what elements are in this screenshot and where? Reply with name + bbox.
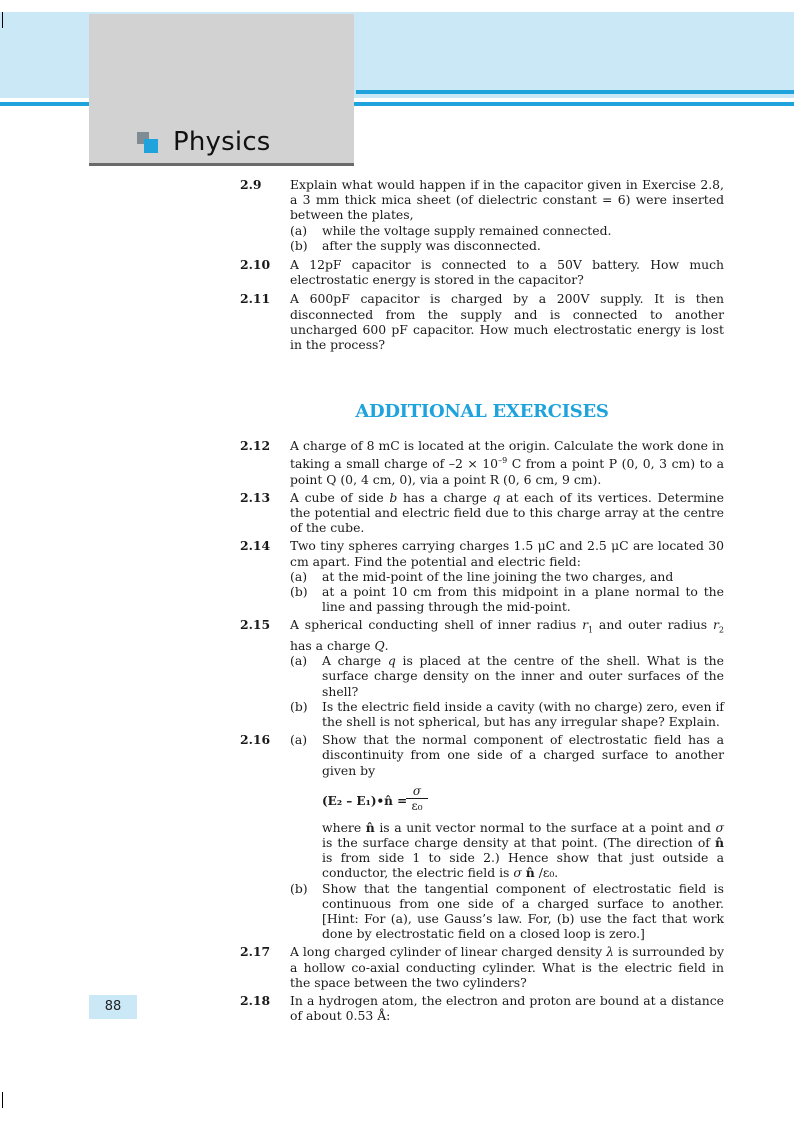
question-2-13: [240, 490, 724, 536]
subpart-label: (a): [290, 653, 308, 669]
subpart-a: [290, 569, 724, 584]
question-number: 2.12: [240, 438, 271, 453]
formula-explanation: where n̂ is a unit vector normal to the surface at a point and σ is the surface charge density at that point. (The direction of n̂ is from side 1 to side 2.) Hence show that just outside a conductor, the electric field is σ n̂ /ε₀.: [322, 819, 724, 881]
question-text: Explain what would happen if in the capacitor given in Exercise 2.8, a 3 mm thick mica sheet (of dielectric constant = 6) were inserted between the plates,: [290, 177, 724, 223]
question-number: 2.10: [240, 257, 271, 273]
formula-numerator: σ: [412, 783, 422, 798]
question-number: 2.14: [240, 538, 271, 554]
title-box-underline: [89, 163, 354, 166]
crop-mark-bottom: [2, 1092, 3, 1108]
question-2-12: [240, 438, 724, 487]
header-rule-upper: [356, 90, 794, 94]
question-number: 2.9: [240, 177, 262, 192]
subpart-label: (b): [290, 583, 308, 599]
subpart-text: at the mid-point of the line joining the two charges, and: [322, 568, 674, 584]
question-number: 2.18: [240, 993, 271, 1009]
formula-field-discontinuity: [322, 784, 724, 818]
section-heading: ADDITIONAL EXERCISES: [355, 401, 609, 422]
subpart-label: (b): [290, 880, 308, 896]
subpart-text: while the voltage supply remained connected.: [322, 222, 612, 238]
question-text: Two tiny spheres carrying charges 1.5 μC and 2.5 μC are located 30 cm apart. Find the potential and electric field:: [290, 538, 724, 569]
question-number: 2.17: [240, 944, 271, 960]
question-number: 2.15: [240, 617, 271, 633]
subpart-a: (a) Show that the normal component of electrostatic field has a discontinuity from one side of a charged surface to another given by (E₂ – E₁)•n̂ = σ ε₀ where n̂ is a unit vector normal to the surface at a point and σ is the surface charge density at that point. (The direction of n̂ is from side 1 to side 2.) Hence show that just outside a conductor, the electric field is σ n̂ /ε₀.: [290, 732, 724, 881]
formula-lhs: (E₂ – E₁)•n̂ =: [322, 793, 408, 808]
question-2-17: [240, 944, 724, 990]
chapter-title: Physics: [173, 127, 271, 157]
subpart-text: at a point 10 cm from this midpoint in a plane normal to the line and passing through the mid-point.: [322, 583, 724, 615]
subpart-text: after the supply was disconnected.: [322, 237, 541, 253]
subpart-label: (a): [290, 732, 308, 748]
subpart-label: (b): [290, 698, 308, 714]
subpart-b: (b) Is the electric field inside a cavity (with no charge) zero, even if the shell is not spherical, but has any irregular shape? Explain.: [290, 698, 724, 730]
formula-fraction: [406, 784, 428, 813]
question-2-15: [240, 617, 724, 729]
subpart-label: (b): [290, 237, 308, 253]
subpart-b: [290, 238, 724, 253]
question-text: A long charged cylinder of linear charged density λ is surrounded by a hollow co-axial conducting cylinder. What is the electric field in the space between the two cylinders?: [290, 944, 724, 990]
subpart-b: (b) Show that the tangential component of electrostatic field is continuous from one side of a charged surface to another. [Hint: For (a), use Gauss’s law. For, (b) use the fact that work done by electrostatic field on a closed loop is zero.]: [290, 880, 724, 942]
question-2-11: [240, 291, 724, 352]
question-number: 2.11: [240, 291, 271, 307]
question-2-16: [240, 732, 724, 941]
subpart-a: (a) A charge q is placed at the centre of the shell. What is the surface charge density on the inner and outer surfaces of the shell?: [290, 653, 724, 699]
subpart-a: [290, 223, 724, 238]
question-2-14: [240, 538, 724, 614]
question-text: A cube of side b has a charge q at each of its vertices. Determine the potential and electric field due to this charge array at the centre of the cube.: [290, 489, 724, 536]
question-text: A 600pF capacitor is charged by a 200V supply. It is then disconnected from the supply and is connected to another uncharged 600 pF capacitor. How much electrostatic energy is lost in the process?: [290, 291, 724, 353]
question-number: 2.16: [240, 732, 271, 748]
crop-mark-top: [2, 12, 3, 28]
question-text: A charge of 8 mC is located at the origin. Calculate the work done in taking a small charge of $-2 \times 10^{-9}$ C from a point P (0, 0, 3 cm) to a point Q (0, 4 cm, 0), via a point R (0, 6 cm, 9 cm).: [290, 438, 724, 487]
exercise-list-additional: [240, 438, 724, 1024]
subpart-label: (a): [290, 222, 308, 238]
question-number: 2.13: [240, 489, 271, 505]
subpart-label: (a): [290, 568, 308, 584]
question-2-9: [240, 177, 724, 253]
question-2-10: [240, 257, 724, 287]
question-2-18: [240, 993, 724, 1023]
subpart-b: [290, 584, 724, 614]
question-text: A 12pF capacitor is connected to a 50V battery. How much electrostatic energy is stored in the capacitor?: [290, 257, 724, 288]
exercise-list-top: [240, 177, 724, 352]
page-number: 88: [89, 995, 137, 1019]
square-bullet-icon-front: [144, 139, 158, 153]
question-text: In a hydrogen atom, the electron and proton are bound at a distance of about 0.53 Å:: [290, 993, 724, 1024]
formula-denominator: ε₀: [411, 798, 423, 813]
question-text: A spherical conducting shell of inner radius $r_1$ and outer radius $r_2$ has a charge Q.: [290, 617, 724, 654]
